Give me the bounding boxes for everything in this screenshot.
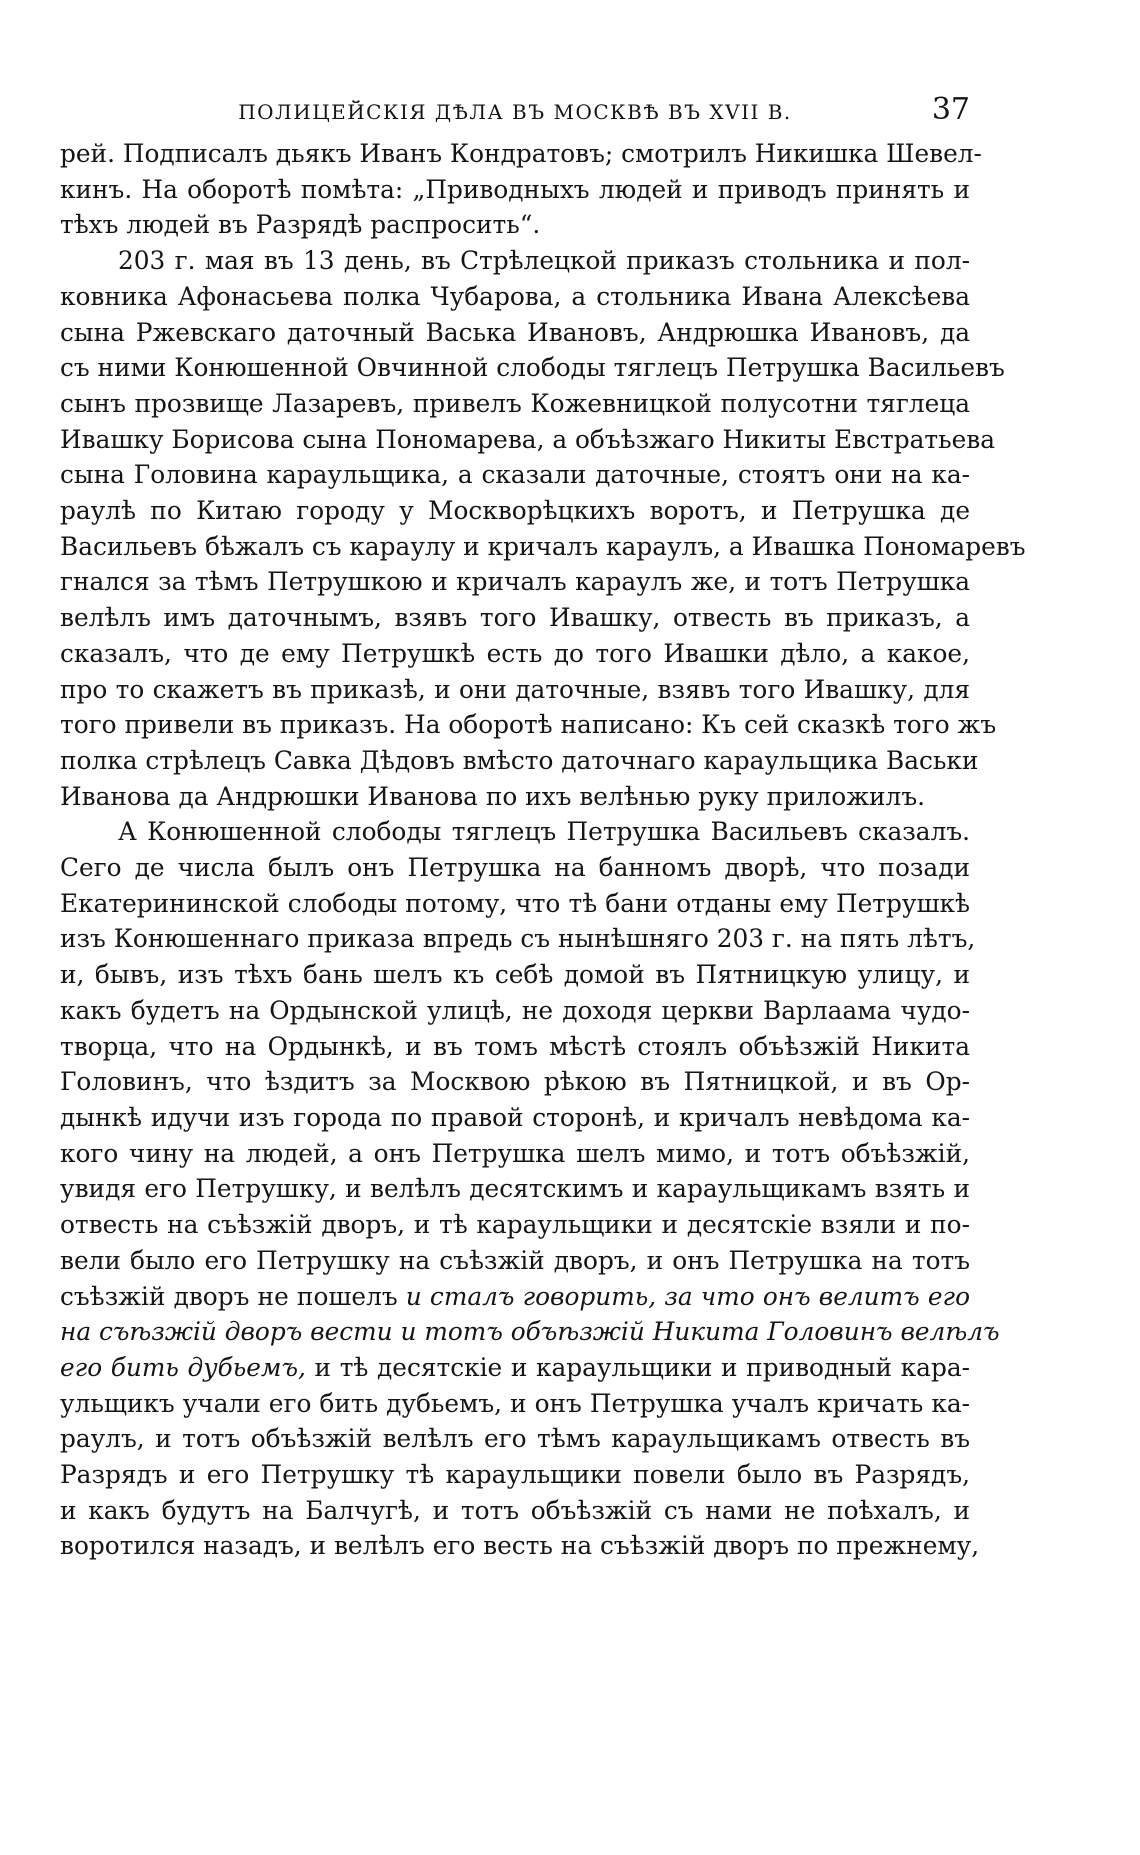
text-line: кого чину на людей, а онъ Петрушка шелъ мимо, и тотъ объѣзжій,: [60, 1138, 970, 1168]
text-line: отвесть на съѣзжій дворъ, и тѣ караульщики и десятскіе взяли и по-: [60, 1210, 970, 1240]
text-line: Екатерининской слободы потому, что тѣ бани отданы ему Петрушкѣ: [60, 888, 970, 918]
text-line: Васильевъ бѣжалъ съ караулу и кричалъ караулъ, а Ивашка Пономаревъ: [60, 531, 1026, 561]
text-line: Разрядъ и его Петрушку тѣ караульщики повели было въ Разрядъ,: [60, 1460, 970, 1490]
text-line: велѣлъ имъ даточнымъ, взявъ того Ивашку, отвесть въ приказъ, а: [60, 603, 970, 633]
text-line: вели было его Петрушку на съѣзжій дворъ, и онъ Петрушка на тотъ: [60, 1245, 970, 1275]
text-line: того привели въ приказъ. На оборотѣ написано: Къ сей сказкѣ того жъ: [60, 710, 997, 740]
paragraph-start-line: 203 г. мая въ 13 день, въ Стрѣлецкой приказъ стольника и пол-: [118, 246, 970, 276]
text-line: творца, что на Ордынкѣ, и въ томъ мѣстѣ стоялъ объѣзжій Никита: [60, 1031, 970, 1061]
text-line: и, бывъ, изъ тѣхъ бань шелъ къ себѣ домой въ Пятницкую улицу, и: [60, 960, 970, 990]
body-text: [60, 136, 1026, 1564]
roman-text: и тѣ десятскіе и караульщики и приводный кара-: [305, 1352, 970, 1382]
italic-text: его бить дубьемъ,: [60, 1352, 306, 1382]
text-line: тѣхъ людей въ Разрядѣ распросить“.: [60, 210, 541, 240]
text-line: какъ будетъ на Ордынской улицѣ, не доходя церкви Варлаама чудо-: [60, 995, 970, 1025]
text-line: дынкѣ идучи изъ города по правой сторонѣ, и кричалъ невѣдома ка-: [60, 1102, 970, 1132]
text-line: полка стрѣлецъ Савка Дѣдовъ вмѣсто даточнаго караульщика Васьки: [60, 745, 979, 775]
running-head: [60, 92, 970, 134]
running-title: ПОЛИЦЕЙСКІЯ ДѢЛА ВЪ МОСКВѢ ВЪ XVII В.: [238, 100, 792, 124]
text-line-mixed: [60, 1279, 970, 1315]
text-line: Иванова да Андрюшки Иванова по ихъ велѣнью руку приложилъ.: [60, 781, 925, 811]
italic-text: на съѣзжій дворъ вести и тотъ объѣзжій Никита Головинъ велѣлъ: [60, 1317, 1000, 1347]
italic-text: и сталъ говорить, за что онъ велитъ его: [405, 1281, 970, 1311]
text-line-mixed: [60, 1350, 970, 1386]
text-line: сына Ржевскаго даточный Васька Ивановъ, Андрюшка Ивановъ, да: [60, 317, 970, 347]
text-line-italic: [60, 1314, 1000, 1350]
text-line: кинъ. На оборотѣ помѣта: „Приводныхъ людей и приводъ принять и: [60, 174, 970, 204]
page-number: 37: [931, 92, 970, 127]
text-line: увидя его Петрушку, и велѣлъ десятскимъ и караульщикамъ взять и: [60, 1174, 970, 1204]
text-line: рей. Подписалъ дьякъ Иванъ Кондратовъ; смотрилъ Никишка Шевел-: [60, 139, 982, 168]
text-line: Ивашку Борисова сына Пономарева, а объѣзжаго Никиты Евстратьева: [60, 424, 995, 454]
text-line: про то скажетъ въ приказѣ, и они даточные, взявъ того Ивашку, для: [60, 674, 970, 704]
text-line: раулъ, и тотъ объѣзжій велѣлъ его тѣмъ караульщикамъ отвесть въ: [60, 1424, 970, 1454]
text-line: ульщикъ учали его бить дубьемъ, и онъ Петрушка учалъ кричать ка-: [60, 1388, 970, 1418]
text-line: сказалъ, что де ему Петрушкѣ есть до того Ивашки дѣло, а какое,: [60, 638, 970, 668]
roman-text: съѣзжій дворъ не пошелъ: [60, 1281, 406, 1311]
text-line: раулѣ по Китаю городу у Москворѣцкихъ воротъ, и Петрушка де: [60, 496, 970, 526]
text-line: воротился назадъ, и велѣлъ его весть на съѣзжій дворъ по прежнему,: [60, 1531, 980, 1561]
paragraph-start-line: А Конюшенной слободы тяглецъ Петрушка Васильевъ сказалъ.: [118, 817, 970, 847]
text-line: и какъ будутъ на Балчугѣ, и тотъ объѣзжій съ нами не поѣхалъ, и: [60, 1495, 970, 1525]
text-line: изъ Конюшеннаго приказа впредь съ нынѣшняго 203 г. на пять лѣтъ,: [60, 924, 976, 954]
text-line: съ ними Конюшенной Овчинной слободы тяглецъ Петрушка Васильевъ: [60, 353, 1005, 383]
text-line: сынъ прозвище Лазаревъ, привелъ Кожевницкой полусотни тяглеца: [60, 388, 970, 418]
text-line: сына Головина караульщика, а сказали даточные, стоятъ они на ка-: [60, 460, 970, 490]
text-line: ковника Афонасьева полка Чубарова, а стольника Ивана Алексѣева: [60, 281, 970, 311]
book-page: [60, 92, 1026, 1564]
text-line: гнался за тѣмъ Петрушкою и кричалъ караулъ же, и тотъ Петрушка: [60, 567, 970, 597]
text-line: Сего де числа былъ онъ Петрушка на банномъ дворѣ, что позади: [60, 853, 970, 883]
text-line: Головинъ, что ѣздитъ за Москвою рѣкою въ Пятницкой, и въ Ор-: [60, 1067, 970, 1097]
